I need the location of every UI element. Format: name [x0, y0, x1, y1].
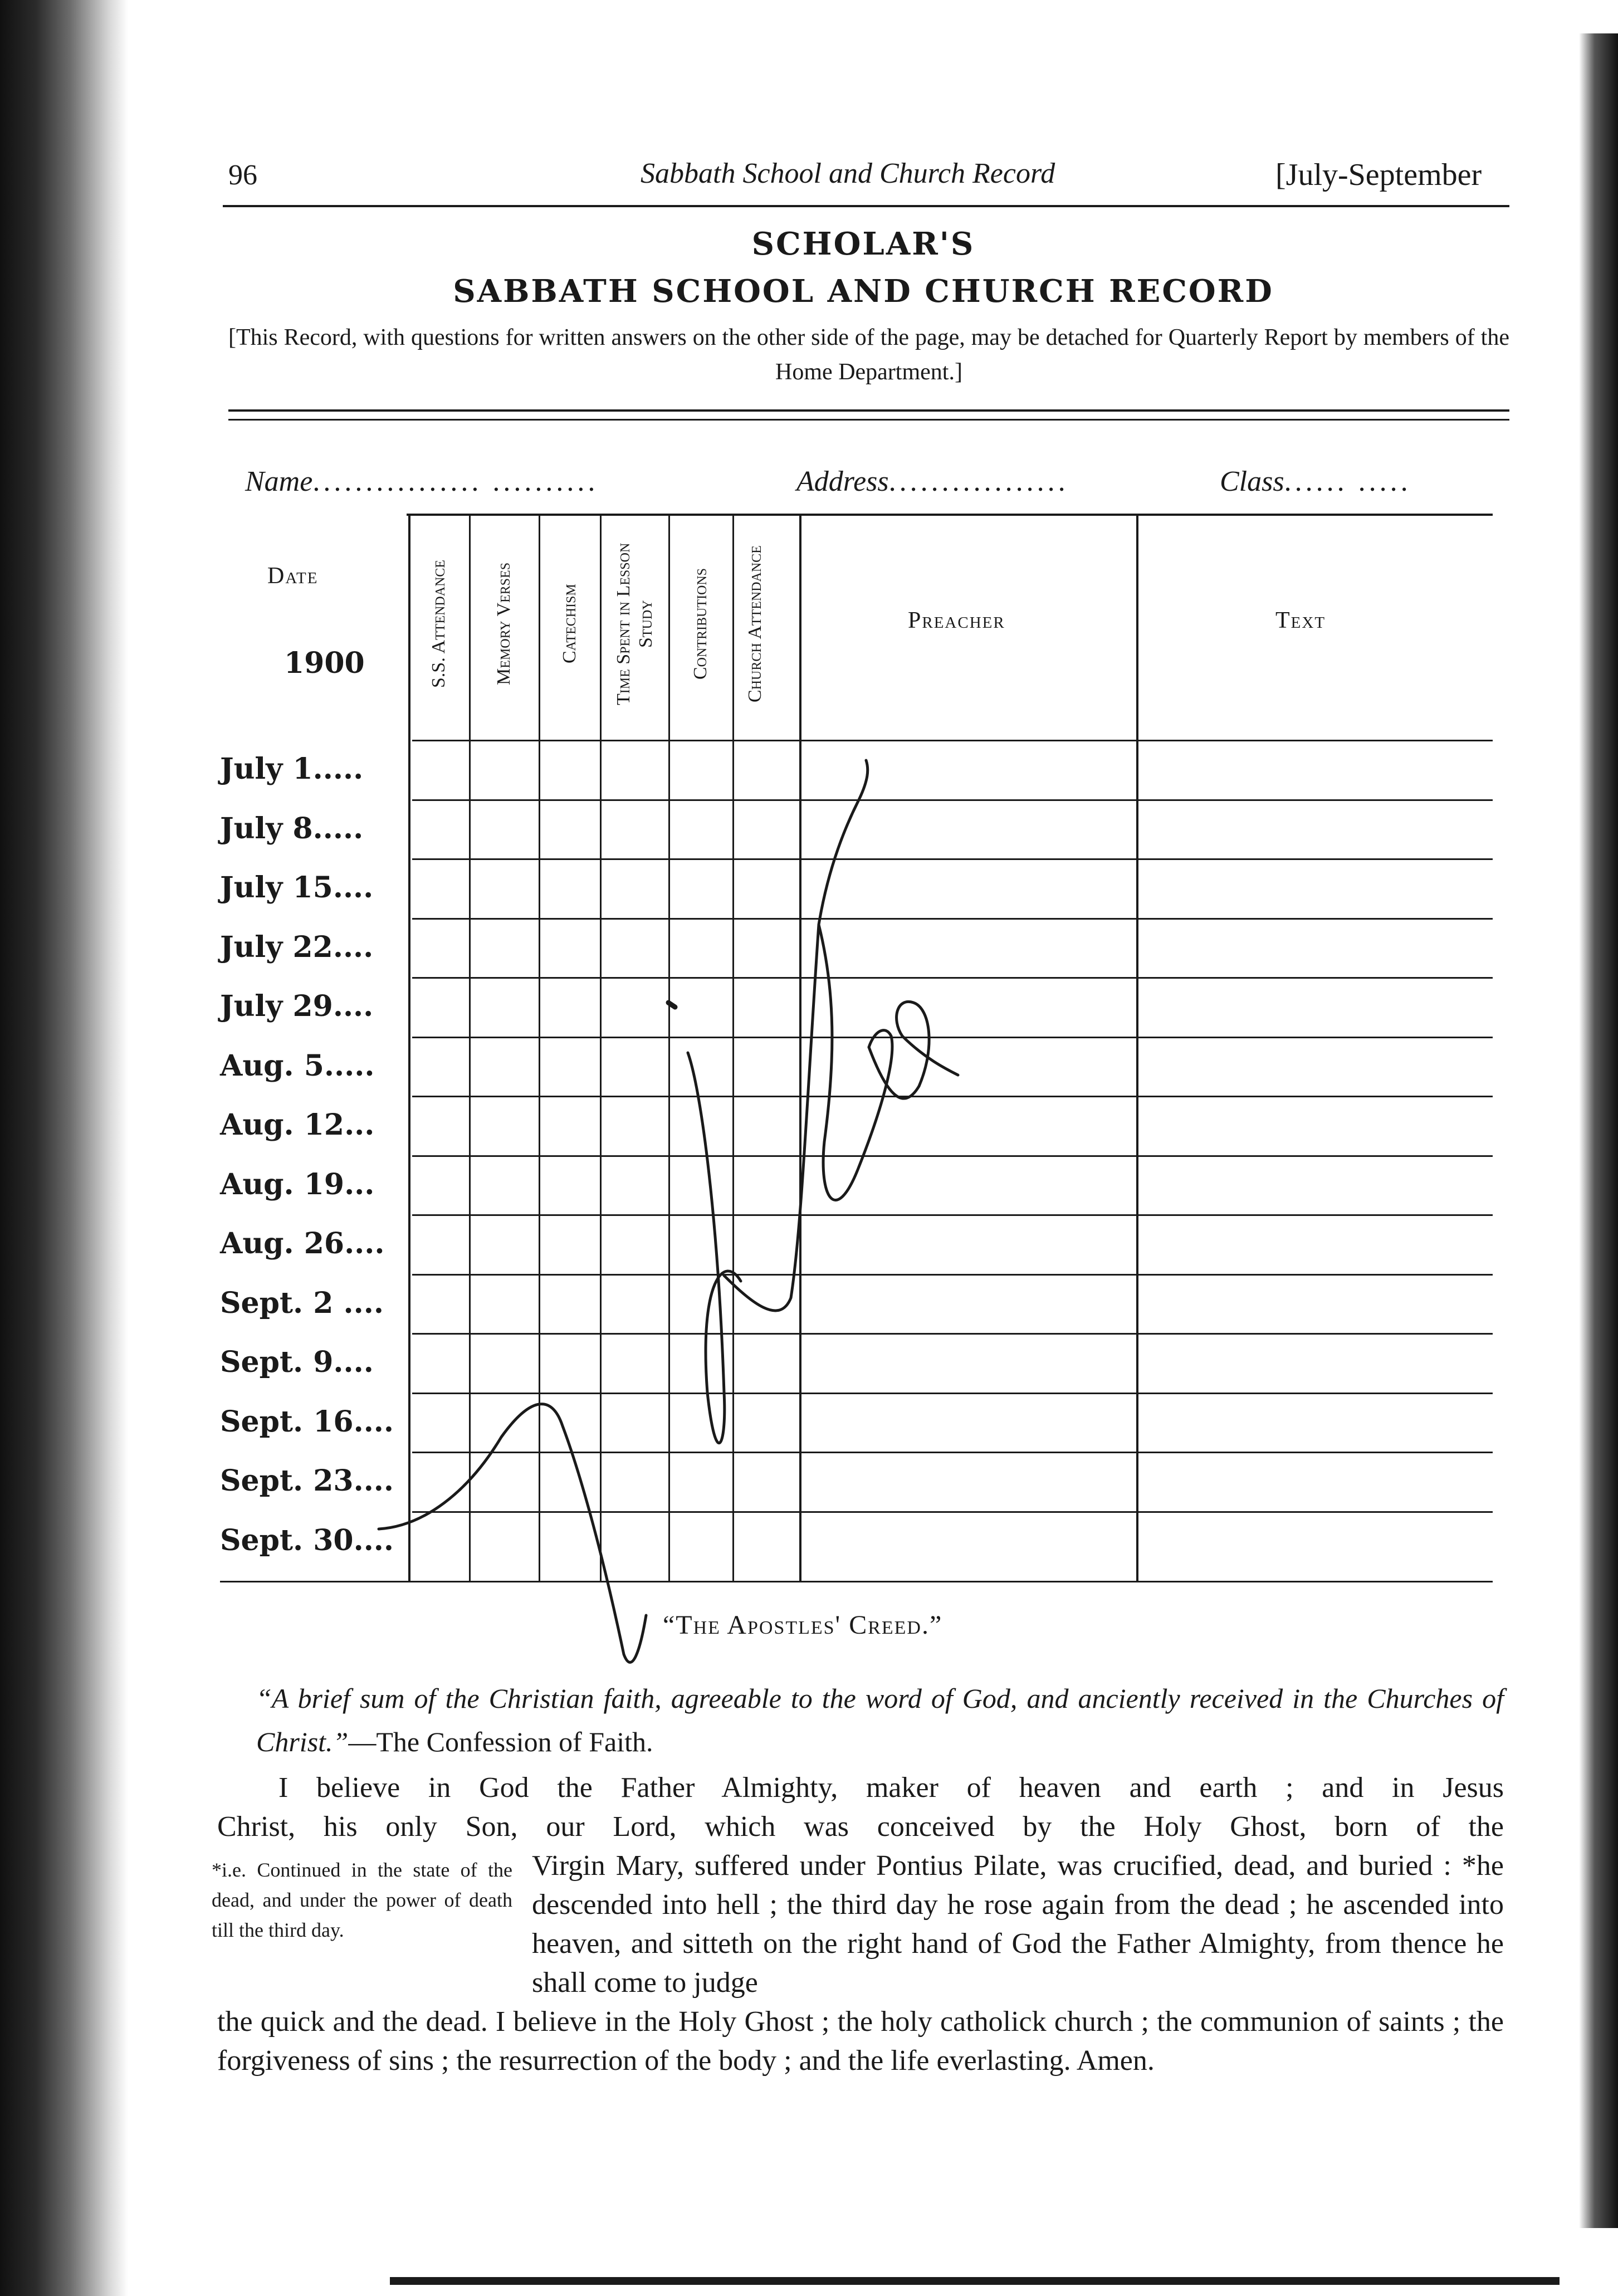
page-number: 96: [228, 159, 257, 191]
date-row-label: July 1.....: [220, 752, 364, 786]
creed-line-2: Christ, his only Son, our Lord, which was conceived by the Holy Ghost, born of the: [217, 1811, 1504, 1843]
record-title-line2: SABBATH SCHOOL AND CHURCH RECORD: [453, 273, 1274, 310]
col-header-ss-attendance: S.S. Attendance: [428, 560, 449, 688]
date-row-label: July 8.....: [220, 812, 364, 846]
creed-footnote: *i.e. Continued in the state of the dead, and under the power of death till the third day.: [212, 1859, 512, 1941]
epigraph-quote: “A brief sum of the Christian faith, agreeable to the word of God, and anciently received in the Churches of Christ.”: [256, 1683, 1504, 1757]
date-row-label: Aug. 12...: [220, 1108, 375, 1142]
year-label: 1900: [284, 646, 365, 680]
running-quarter: [July-September: [1275, 158, 1482, 192]
creed-title: “The Apostles' Creed.”: [663, 1610, 943, 1640]
col-header-memory-verses: Memory Verses: [493, 562, 514, 686]
date-column-header: Date: [267, 563, 319, 589]
col-header-catechism: Catechism: [559, 584, 580, 664]
date-row-label: Aug. 26....: [220, 1227, 385, 1261]
date-row-label: Sept. 16....: [220, 1405, 394, 1439]
date-row-label: July 29....: [220, 989, 374, 1023]
date-row-label: Sept. 9....: [220, 1345, 374, 1379]
creed-body-full: the quick and the dead. I believe in the Holy Ghost ; the holy catholick church ; the communion of saints ; the forgiveness of sins ; the resurrection of the body ; and the life everlasting. Amen.: [217, 2006, 1504, 2077]
running-title: Sabbath School and Church Record: [641, 158, 1055, 189]
epigraph-source: —The Confession of Faith.: [348, 1726, 653, 1757]
class-dots: ...... .....: [1284, 466, 1411, 497]
date-row-label: Sept. 23....: [220, 1464, 394, 1498]
date-row-label: Aug. 5.....: [220, 1049, 375, 1083]
date-row-label: July 22....: [220, 930, 374, 964]
address-label: Address: [796, 466, 889, 497]
class-label: Class: [1220, 466, 1284, 497]
col-header-preacher: Preacher: [908, 608, 1005, 633]
col-header-church-attendance: Church Attendance: [745, 545, 765, 702]
name-dots: ................ ..........: [312, 466, 599, 497]
date-row-label: July 15....: [220, 871, 374, 905]
date-row-label: Sept. 2 ....: [220, 1286, 384, 1320]
creed-epigraph: [256, 1677, 1504, 1763]
col-header-contributions: Contributions: [690, 568, 711, 680]
detach-note: [This Record, with questions for written answers on the other side of the page, may be detached for Quarterly Report by members of the Home Department.]: [228, 325, 1509, 385]
creed-body-right: Virgin Mary, suffered under Pontius Pilate, was crucified, dead, and buried : *he descended into hell ; the third day he rose again from the dead ; he ascended into heaven, and sitteth on the right hand of God the Father Almighty, from thence he shall come to judge: [532, 1850, 1504, 1999]
col-header-text: Text: [1275, 608, 1326, 633]
name-label: Name: [245, 466, 313, 497]
record-title-line1: SCHOLAR'S: [751, 226, 975, 262]
creed-line-1: I believe in God the Father Almighty, maker of heaven and earth ; and in Jesus: [278, 1772, 1504, 1804]
address-dots: .................: [888, 466, 1069, 497]
date-row-label: Aug. 19...: [220, 1167, 375, 1201]
date-row-label: Sept. 30....: [220, 1523, 394, 1557]
col-header-time-spent: Time Spent in Lesson Study: [613, 543, 656, 705]
